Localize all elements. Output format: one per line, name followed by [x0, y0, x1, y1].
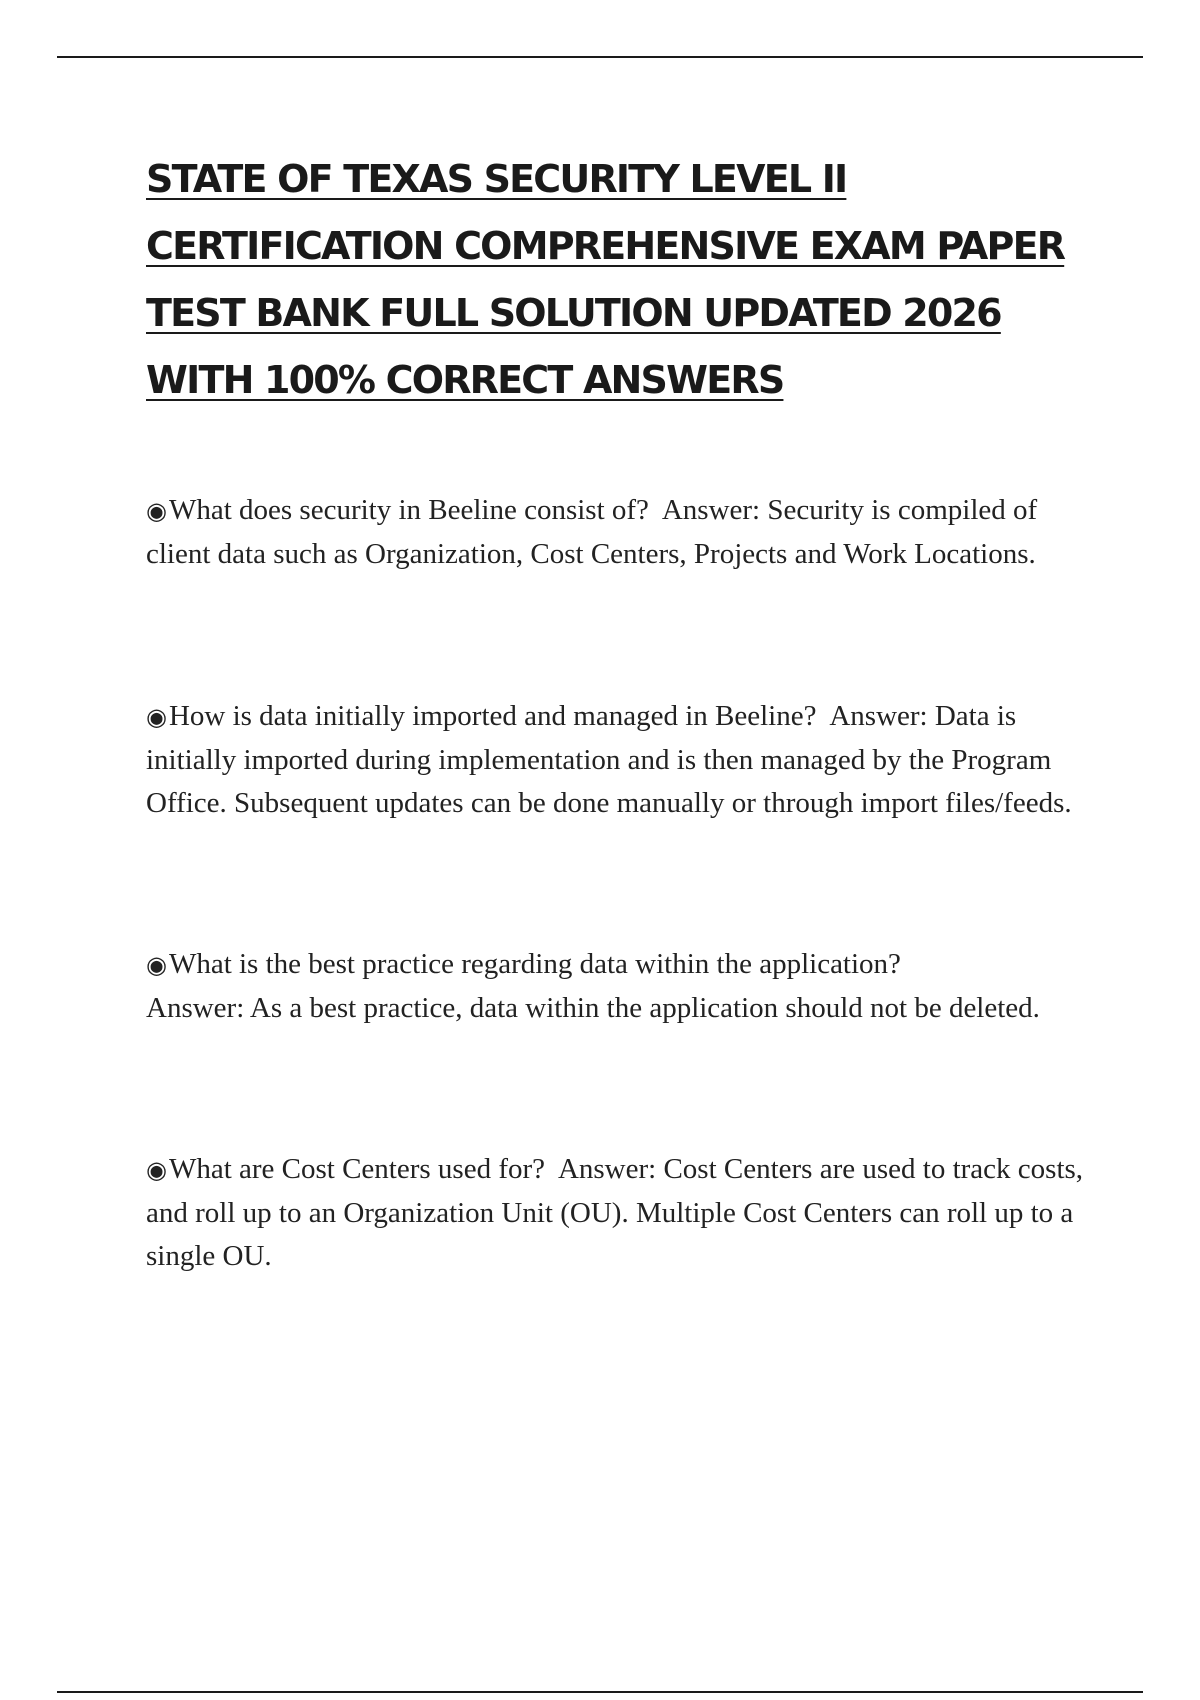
question-text: What are Cost Centers used for? [168, 1153, 546, 1185]
qa-item [146, 943, 1086, 1030]
title-line: CERTIFICATION COMPREHENSIVE EXAM PAPER [146, 224, 1065, 268]
bullet-icon: ◉ [146, 951, 167, 979]
bullet-icon: ◉ [146, 703, 167, 731]
qa-item [146, 695, 1086, 825]
title-line: STATE OF TEXAS SECURITY LEVEL II [146, 157, 847, 201]
bottom-divider [57, 1691, 1143, 1693]
qa-item [146, 1148, 1086, 1278]
title-line: WITH 100% CORRECT ANSWERS [146, 358, 784, 402]
document-title [146, 146, 1106, 414]
answer-text: Answer: Cost Centers are used to track costs, and roll up to an Organization Unit (OU). Multiple Cost Centers can roll up to a single OU. [146, 1153, 1084, 1272]
answer-text: Answer: Data is initially imported during implementation and is then managed by the Program Office. Subsequent updates can be done manually or through import files/feeds. [146, 700, 1072, 819]
question-text: What is the best practice regarding data within the application? [168, 948, 901, 980]
question-text: What does security in Beeline consist of? [168, 494, 649, 526]
bullet-icon: ◉ [146, 1156, 167, 1184]
answer-text: Answer: Security is compiled of client data such as Organization, Cost Centers, Projects and Work Locations. [146, 494, 1038, 570]
top-divider [57, 56, 1143, 58]
bullet-icon: ◉ [146, 497, 167, 525]
question-text: How is data initially imported and managed in Beeline? [168, 700, 817, 732]
answer-text: Answer: As a best practice, data within the application should not be deleted. [146, 992, 1040, 1024]
title-line: TEST BANK FULL SOLUTION UPDATED 2026 [146, 291, 1001, 335]
qa-item [146, 489, 1086, 576]
